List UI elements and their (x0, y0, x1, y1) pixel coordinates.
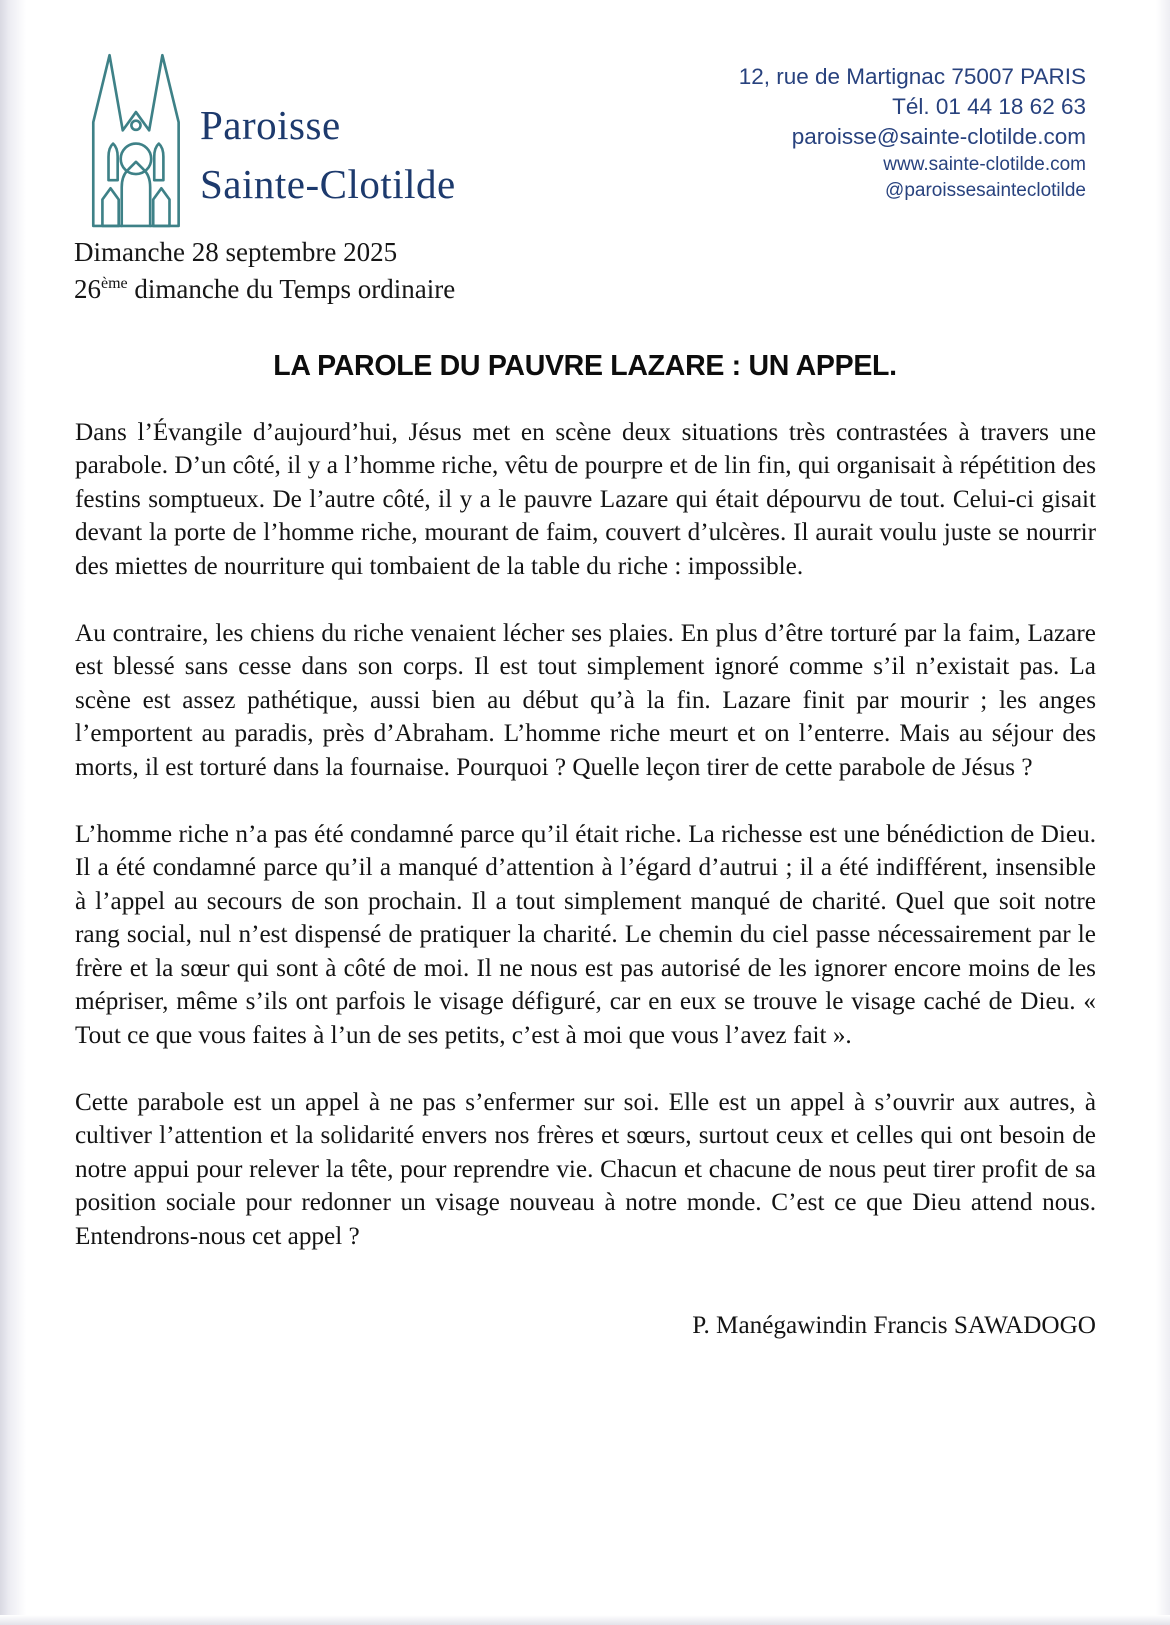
paragraph-4: Cette parabole est un appel à ne pas s’enfermer sur soi. Elle est un appel à s’ouvrir aux autres, à cultiver l’attention et la solidarité envers nos frères et sœurs, surtout ceux et celles qui ont besoin de notre appui pour relever la tête, pour reprendre vie. Chacun et chacune de nous peut tirer profit de sa position sociale pour redonner un visage nouveau à notre monde. C’est ce que Dieu attend nous. Entendrons-nous cet appel ? (75, 1088, 1096, 1250)
date-line: Dimanche 28 septembre 2025 (74, 237, 398, 267)
page-bottom-edge-shadow (0, 1615, 1170, 1625)
parish-name (200, 96, 456, 214)
contact-block (739, 62, 1086, 204)
week-number: 26 (74, 274, 101, 304)
contact-email: paroisse@sainte-clotilde.com (791, 124, 1086, 149)
week-ordinal-suffix: ème (101, 275, 128, 292)
author-signature: P. Manégawindin Francis SAWADOGO (692, 1311, 1096, 1339)
church-logo-icon (88, 45, 190, 233)
parish-name-line1: Paroisse (200, 102, 341, 148)
liturgical-week-line (74, 271, 455, 308)
contact-website: www.sainte-clotilde.com (883, 154, 1086, 175)
week-text: dimanche du Temps ordinaire (127, 274, 456, 304)
date-block (74, 234, 455, 308)
contact-address: 12, rue de Martignac 75007 PARIS (738, 64, 1086, 89)
paragraph-2: Au contraire, les chiens du riche venaient lécher ses plaies. En plus d’être torturé par la faim, Lazare est blessé sans cesse dans son corps. Il est tout simplement ignoré comme s’il n’existait pas. La scène est assez pathétique, aussi bien au début qu’à la fin. Lazare finit par mourir ; les anges l’emportent au paradis, près d’Abraham. L’homme riche meurt et on l’enterre. Mais au séjour des morts, il est torturé dans la fournaise. Pourquoi ? Quelle leçon tirer de cette parabole de Jésus ? (75, 620, 1096, 781)
homily-body (75, 416, 1096, 1342)
paragraph-1: Dans l’Évangile d’aujourd’hui, Jésus met en scène deux situations très contrastées à travers une parabole. D’un côté, il y a l’homme riche, vêtu de pourpre et de lin fin, qui organisait à répétition des festins somptueux. De l’autre côté, il y a le pauvre Lazare qui était dépourvu de tout. Celui-ci gisait devant la porte de l’homme riche, mourant de faim, couvert d’ulcères. Il aurait voulu juste se nourrir des miettes de nourriture qui tombaient de la table du riche : impossible. (75, 419, 1096, 580)
homily-title: LA PAROLE DU PAUVRE LAZARE : UN APPEL. (273, 350, 897, 382)
page-right-edge-shadow (1156, 0, 1170, 1625)
paragraph-3: L’homme riche n’a pas été condamné parce qu’il était riche. La richesse est une bénédiction de Dieu. Il a été condamné parce qu’il a manqué d’attention à l’égard d’autrui ; il a été indifférent, insensible à l’appel au secours de son prochain. Il a tout simplement manqué de charité. Quel que soit notre rang social, nul n’est dispensé de pratiquer la charité. Le chemin du ciel passe nécessairement par le frère et la sœur qui sont à côté de moi. Il ne nous est pas autorisé de les ignorer encore moins de les mépriser, même s’ils ont parfois le visage défiguré, car en eux se trouve le visage caché de Dieu. « Tout ce que vous faites à l’un de ses petits, c’est à moi que vous l’avez fait ». (75, 821, 1096, 1049)
contact-phone: Tél. 01 44 18 62 63 (892, 94, 1086, 119)
page-left-edge-shadow (0, 0, 26, 1625)
parish-name-line2: Sainte-Clotilde (200, 161, 456, 207)
contact-social-handle: @paroissesainteclotilde (885, 180, 1086, 201)
